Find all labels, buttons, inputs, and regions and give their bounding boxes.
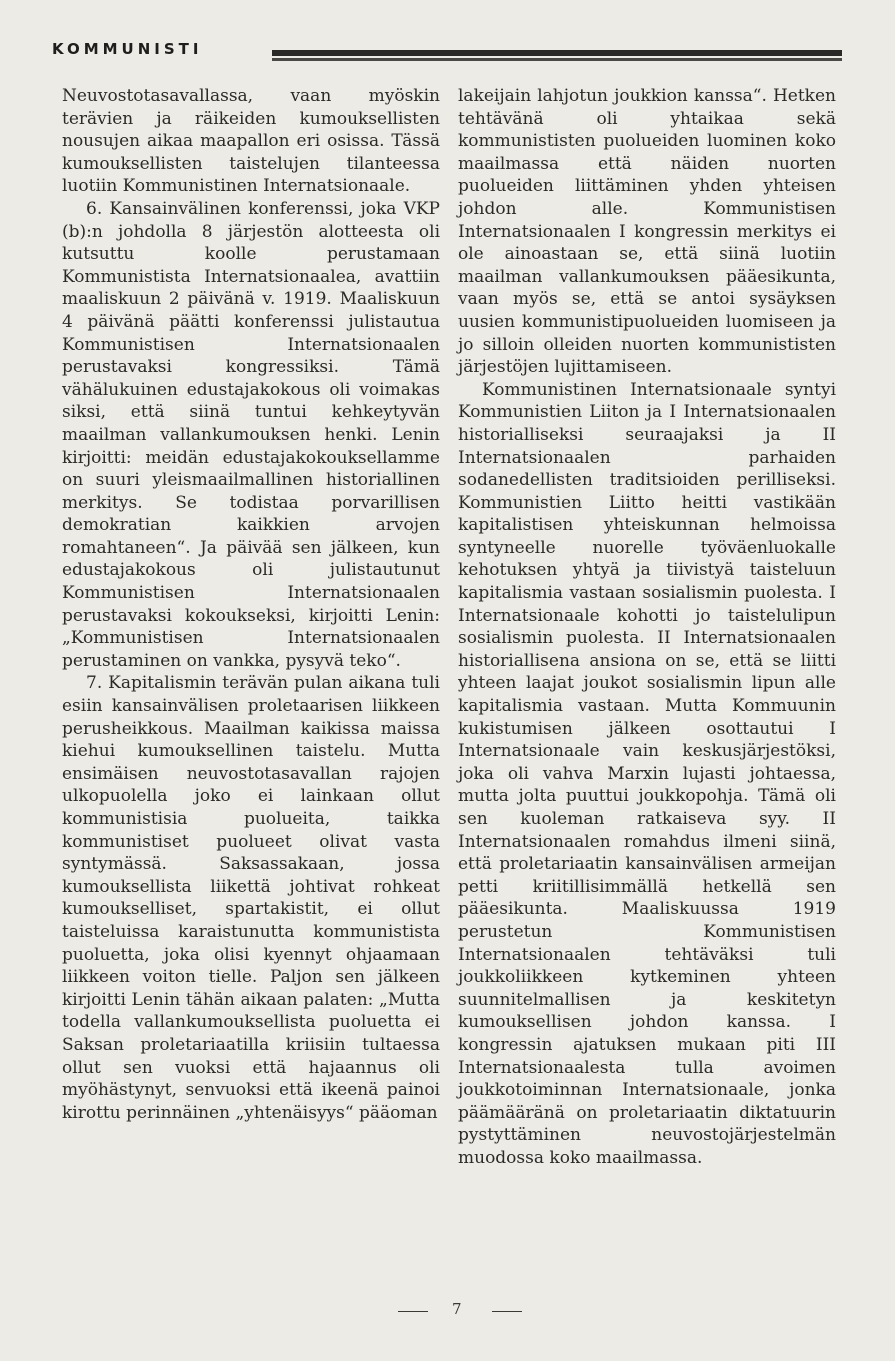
paragraph: lakeijain lahjotun joukkion kanssa“. Hetken tehtävänä oli yhtaikaa sekä kommunististen puolueiden luominen koko maailmassa että näiden nuorten puolueiden liittäminen yhden yhteisen johdon alle. Kommunistisen Internatsionaalen I kongressin merkitys ei ole ainoastaan se, että siinä luotiin maailman vallankumouksen pääesikunta, vaan myös se, että se antoi sysäyksen uusien kommunistipuolueiden luomiseen ja jo silloin olleiden nuorten kommunististen järjestöjen lujittamiseen. xyxy=(458,86,836,378)
page-footer xyxy=(390,1300,530,1324)
paragraph: 7. Kapitalismin terävän pulan aikana tuli esiin kansainvälisen proletaarisen liikkeen perusheikkous. Maailman kaikissa maissa kiehui kumouksellinen taistelu. Mutta ensimäisen neuvostotasavallan rajojen ulkopuolella joko ei lainkaan ollut kommunistisia puolueita, taikka kommunistiset puolueet olivat vasta syntymässä. Saksassakaan, jossa kumouksellista liikettä johtivat rohkeat kumoukselliset, spartakistit, ei ollut taisteluissa karaistunutta kommunistista puoluetta, joka olisi kyennyt ohjaamaan liikkeen voiton tielle. Paljon sen jälkeen kirjoitti Lenin tähän aikaan palaten: „Mutta todella vallankumouksellista puoluetta ei Saksan proletariaatilla kriisiin tultaessa ollut sen vuoksi että hajaannus oli myöhästynyt, senvuoksi että ikeenä painoi kirottu perinnäinen „yhtenäisyys“ pääoman xyxy=(62,673,440,1123)
page-number: 7 xyxy=(452,1300,462,1318)
header-rule xyxy=(272,50,842,58)
paragraph: 6. Kansainvälinen konferenssi, joka VKP (b):n johdolla 8 järjestön alotteesta oli kutsuttu koolle perustamaan Kommunistista Internatsionaalea, avattiin maaliskuun 2 päivänä v. 1919. Maaliskuun 4 päivänä päätti konferenssi julistautua Kommunistisen Internatsionaalen perustavaksi kongressiksi. Tämä vähälukuinen edustajakokous oli voimakas siksi, että siinä tuntui kehkeytyvän maailman vallankumouksen henki. Lenin kirjoitti: meidän edustajakokouksellamme on suuri yleismaailmallinen historiallinen merkitys. Se todistaa porvarillisen demokratian kaikkien arvojen romahtaneen“. Ja päivää sen jälkeen, kun edustajakokous oli julistautunut Kommunistisen Internatsionaalen perustavaksi kokoukseksi, kirjoitti Lenin: „Kommunistisen Internatsionaalen perustaminen on vankka, pysyvä teko“. xyxy=(62,198,440,671)
paragraph: Kommunistinen Internatsionaale syntyi Kommunistien Liiton ja I Internatsionaalen historialliseksi seuraajaksi ja II Internatsionaalen parhaiden sodanedellisten traditsioiden perilliseksi. Kommunistien Liitto heitti vastikään kapitalistisen yhteiskunnan helmoissa syntyneelle nuorelle työväenluokalle kehotuksen yhtyä ja tiivistyä taisteluun kapitalismia vastaan sosialismin puolesta. I Internatsionaale kohotti jo taistelulipun sosialismin puolesta. II Internatsionaalen historiallisena ansiona on se, että se liitti yhteen laajat joukot sosialismin lipun alle kapitalismia vastaan. Mutta Kommuunin kukistumisen jälkeen osottautui I Internatsionaale vain keskusjärjestöksi, joka oli vahva Marxin lujasti johtaessa, mutta jolta puuttui joukkopohja. Tämä oli sen kuoleman ratkaiseva syy. II Internatsionaalen romahdus ilmeni siinä, että proletariaatin kansainvälisen armeijan petti kriitillisimmällä hetkellä sen pääesikunta. Maaliskuussa 1919 perustetun Kommunistisen Internatsionaalen tehtäväksi tuli joukkoliikkeen kytkeminen yhteen suunnitelmallisen ja keskitetyn kumouksellisen johdon kanssa. I kongressin ajatuksen mukaan piti III Internatsionaalesta tulla avoimen joukkotoiminnan Internatsionaale, jonka päämääränä on proletariaatin diktatuurin pystyttäminen neuvostojärjestelmän muodossa koko maailmassa. xyxy=(458,379,836,1168)
page-header xyxy=(52,40,842,72)
running-head: KOMMUNISTI xyxy=(52,40,203,58)
footer-dash-right xyxy=(492,1311,522,1312)
paragraph: Neuvostotasavallassa, vaan myöskin terävien ja räikeiden kumouksellisten nousujen aikaa maapallon eri osissa. Tässä kumouksellisten taistelujen tilanteessa luotiin Kommunistinen Internatsionaale. xyxy=(62,86,440,197)
left-column xyxy=(62,85,440,1124)
footer-dash-left xyxy=(398,1311,428,1312)
right-column xyxy=(458,85,836,1170)
